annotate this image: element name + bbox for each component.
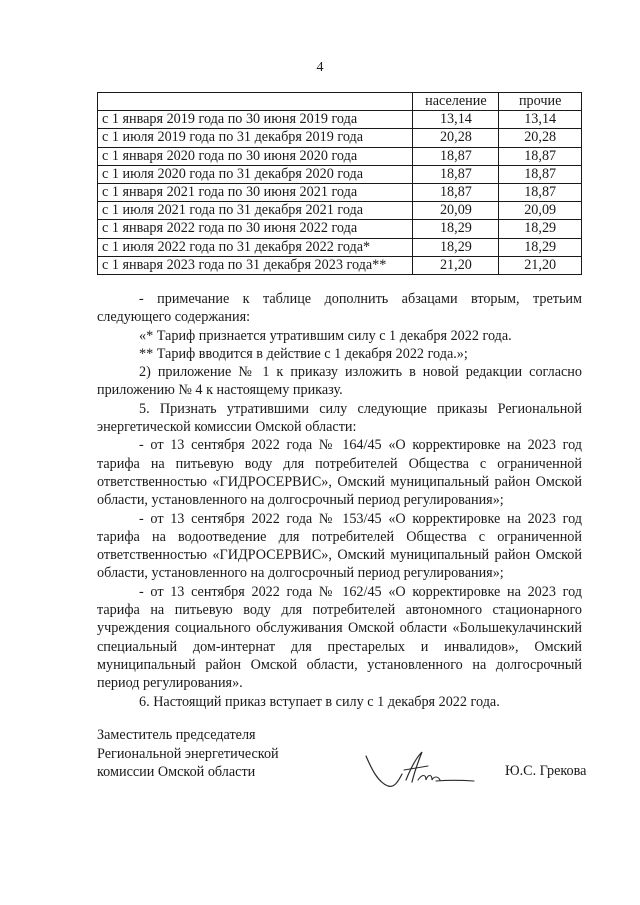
page-number: 4 <box>316 60 324 75</box>
header-population: население <box>413 93 499 111</box>
row-population-value: 18,87 <box>413 165 499 183</box>
row-population-value: 18,29 <box>413 220 499 238</box>
table-row <box>98 129 582 147</box>
row-population-value: 20,09 <box>413 202 499 220</box>
row-period: с 1 июля 2021 года по 31 декабря 2021 года <box>98 202 413 220</box>
paragraph-footnote-1: «* Тариф признается утратившим силу с 1 декабря 2022 года. <box>139 327 512 344</box>
row-population-value: 18,87 <box>413 147 499 165</box>
row-other-value: 20,09 <box>499 202 582 220</box>
paragraph-order-164: - от 13 сентября 2022 года № 164/45 «О корректировке на 2023 год тарифа на питьевую воду для потребителей Общества с ограниченной ответственностью «ГИДРОСЕРВИС», Омский муниципальный район Омской области, установленного на долгосрочный период регулирования»; <box>97 437 582 509</box>
table-header-row <box>98 93 582 111</box>
row-period: с 1 января 2021 года по 30 июня 2021 года <box>98 183 413 201</box>
paragraph-item-6: 6. Настоящий приказ вступает в силу с 1 декабря 2022 года. <box>139 693 500 710</box>
header-period <box>98 93 413 111</box>
row-period: с 1 января 2020 года по 30 июня 2020 года <box>98 147 413 165</box>
table-row <box>98 165 582 183</box>
row-other-value: 18,29 <box>499 220 582 238</box>
handwritten-signature <box>362 744 482 792</box>
row-period: с 1 января 2019 года по 30 июня 2019 года <box>98 111 413 129</box>
paragraph-item-2: 2) приложение № 1 к приказу изложить в новой редакции согласно приложению № 4 к настоящему приказу. <box>97 364 582 399</box>
row-population-value: 20,28 <box>413 129 499 147</box>
row-population-value: 18,29 <box>413 238 499 256</box>
row-population-value: 13,14 <box>413 111 499 129</box>
row-period: с 1 июля 2020 года по 31 декабря 2020 года <box>98 165 413 183</box>
paragraph-order-153: - от 13 сентября 2022 года № 153/45 «О корректировке на 2023 год тарифа на водоотведение для потребителей Общества с ограниченной ответственностью «ГИДРОСЕРВИС», Омский муниципальный район Омской области, установленного на долгосрочный период регулирования»; <box>97 510 582 582</box>
row-population-value: 18,87 <box>413 183 499 201</box>
paragraph-table-note: - примечание к таблице дополнить абзацами вторым, третьим следующего содержания: <box>97 291 582 326</box>
row-population-value: 21,20 <box>413 256 499 274</box>
table-row <box>98 111 582 129</box>
signatory-position-line: Заместитель председателя <box>97 727 256 743</box>
row-other-value: 20,28 <box>499 129 582 147</box>
paragraph-footnote-2: ** Тариф вводится в действие с 1 декабря 2022 года.»; <box>139 345 468 362</box>
table-row <box>98 256 582 274</box>
table-row <box>98 202 582 220</box>
row-period: с 1 июля 2019 года по 31 декабря 2019 года <box>98 129 413 147</box>
table-row <box>98 238 582 256</box>
row-period: с 1 января 2023 года по 31 декабря 2023 года** <box>98 256 413 274</box>
paragraph-item-5: 5. Признать утратившими силу следующие приказы Региональной энергетической комиссии Омской области: <box>97 400 582 436</box>
table-row <box>98 220 582 238</box>
header-other: прочие <box>499 93 582 111</box>
signatory-position-line: Региональной энергетической <box>97 745 279 762</box>
tariff-table <box>97 92 582 275</box>
row-other-value: 18,87 <box>499 165 582 183</box>
table-row <box>98 183 582 201</box>
signatory-position-line: комиссии Омской области <box>97 764 256 780</box>
row-period: с 1 июля 2022 года по 31 декабря 2022 года* <box>98 238 413 256</box>
row-other-value: 18,87 <box>499 183 582 201</box>
signatory-position <box>97 726 279 782</box>
signer-name: Ю.С. Грекова <box>505 763 587 779</box>
table-row <box>98 147 582 165</box>
row-other-value: 18,87 <box>499 147 582 165</box>
paragraph-order-162: - от 13 сентября 2022 года № 162/45 «О корректировке на 2023 год тарифа на питьевую воду для потребителей автономного стационарного учреждения социального обслуживания Омской области «Большекулачинский специальный дом-интернат для престарелых и инвалидов», Омский муниципальный район Омской области, установленного на долгосрочный период регулирования». <box>97 583 582 692</box>
body-text <box>97 290 582 711</box>
row-other-value: 13,14 <box>499 111 582 129</box>
row-other-value: 18,29 <box>499 238 582 256</box>
row-other-value: 21,20 <box>499 256 582 274</box>
row-period: с 1 января 2022 года по 30 июня 2022 года <box>98 220 413 238</box>
